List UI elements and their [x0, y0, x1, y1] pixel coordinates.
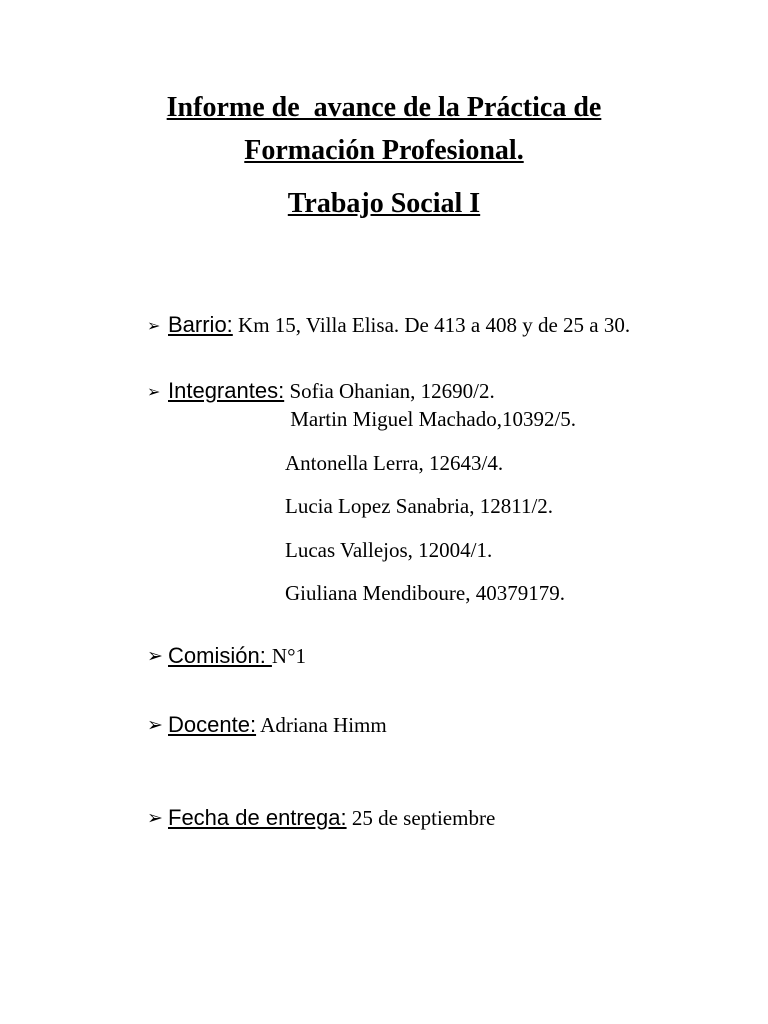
fecha-label: Fecha de entrega:	[168, 805, 347, 830]
comision-item	[131, 629, 306, 683]
subtitle: Trabajo Social I	[287, 188, 481, 219]
fecha-item	[131, 791, 495, 845]
title-line-2: Formación Profesional.	[244, 135, 524, 166]
member-name: Martin Miguel Machado,10392/5.	[285, 407, 577, 431]
integrantes-label: Integrantes:	[168, 378, 285, 403]
comision-value: N°1	[271, 644, 306, 668]
member-name: Sofia Ohanian, 12690/2.	[289, 379, 495, 403]
comision-label: Comisión:	[168, 643, 272, 668]
docente-value: Adriana Himm	[256, 713, 387, 737]
arrow-bullet-icon: ➢	[147, 807, 163, 829]
barrio-label: Barrio:	[168, 312, 233, 337]
docente-item	[131, 698, 387, 752]
member-name: Giuliana Mendiboure, 40379179.	[285, 581, 565, 605]
member-name: Lucia Lopez Sanabria, 12811/2.	[285, 494, 554, 518]
fecha-value: 25 de septiembre	[346, 806, 496, 830]
arrow-bullet-icon: ➢	[147, 714, 163, 736]
arrow-bullet-icon: ➢	[147, 382, 161, 401]
member-name: Antonella Lerra, 12643/4.	[285, 451, 504, 475]
member-name: Lucas Vallejos, 12004/1.	[285, 538, 493, 562]
title-line-1: Informe de avance de la Práctica de	[166, 92, 602, 123]
arrow-bullet-icon: ➢	[147, 645, 163, 667]
barrio-item	[131, 298, 630, 352]
arrow-bullet-icon: ➢	[147, 316, 161, 335]
barrio-value: Km 15, Villa Elisa. De 413 a 408 y de 25 a 30.	[232, 313, 631, 337]
docente-label: Docente:	[168, 712, 257, 737]
